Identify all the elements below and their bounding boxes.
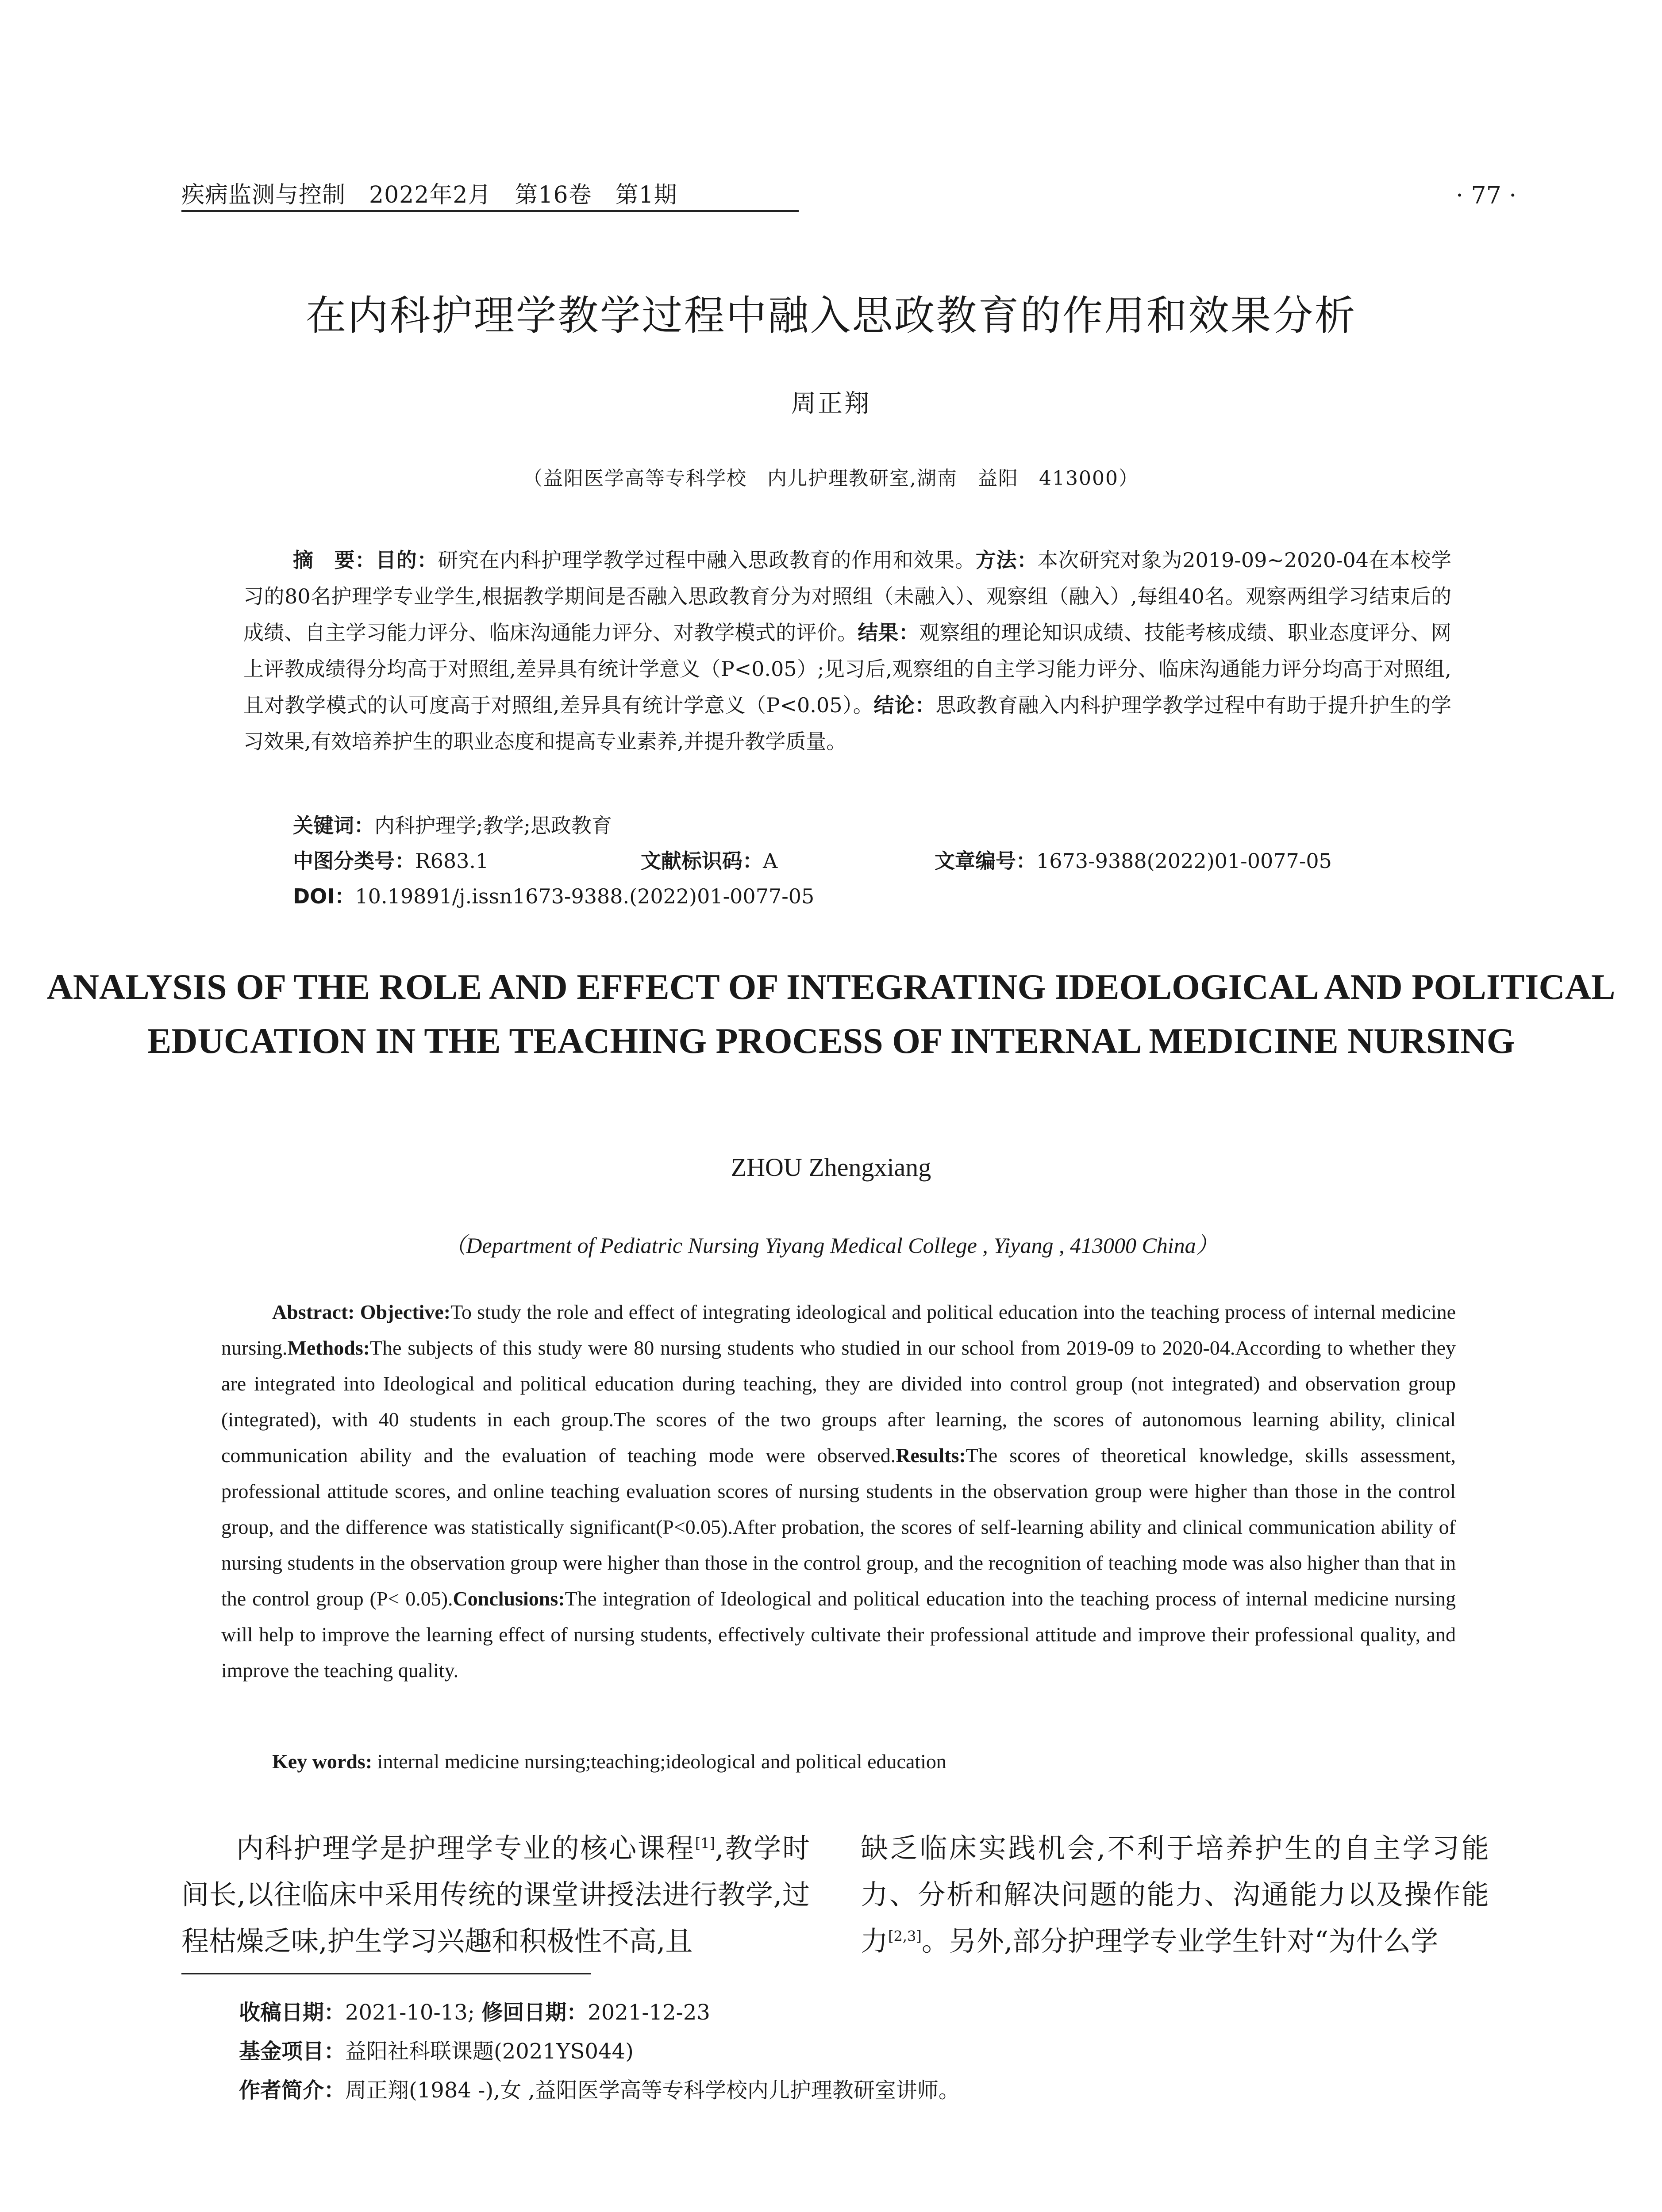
en-keywords-label: Key words: <box>272 1750 377 1773</box>
en-methods-label: Methods: <box>287 1336 370 1359</box>
body-left-text-2: ,教学时间长,以往临床中采用传统的课堂讲授法进行教学,过程枯燥乏味,护生学习兴趣和积极性不高,且 <box>181 1832 810 1957</box>
en-conclusions-text: The integration of Ideological and political education into the teaching process of internal medicine nursing will help to improve the learning effect of nursing students, effectively cultivate their professional attitude and improve their professional quality, and improve the teaching quality. <box>221 1587 1456 1682</box>
author-bio-label: 作者简介： <box>239 2078 346 2103</box>
en-objective-text: To study the role and effect of integrating ideological and political education into the teaching process of internal medicine nursing. <box>221 1301 1456 1359</box>
header-rule <box>181 210 799 212</box>
en-keywords-text: internal medicine nursing;teaching;ideological and political education <box>377 1750 946 1773</box>
en-results-label: Results: <box>896 1444 966 1467</box>
footnote-rule <box>181 1973 591 1974</box>
document-code <box>641 845 777 874</box>
footnote-author <box>239 2073 960 2104</box>
en-methods-text: The subjects of this study were 80 nursing students who studied in our school from 2019-09 to 2020-04.According to whether they are integrated into Ideological and political education during teaching, they are divided into control group (not integrated) and observation group (integrated), with 40 students in each group.The scores of the two groups after learning, the scores of autonomous learning ability, clinical communication ability and the evaluation of teaching mode were observed. <box>221 1336 1456 1467</box>
citation-2-3: [2,3] <box>888 1928 922 1945</box>
body-right-text: 缺乏临床实践机会,不利于培养护生的自主学习能力、分析和解决问题的能力、沟通能力以及操作能力 <box>861 1832 1489 1957</box>
journal-header: 疾病监测与控制 2022年2月 第16卷 第1期 <box>181 182 677 208</box>
abstract-label: 摘 要： <box>293 548 376 572</box>
doi-label: DOI： <box>293 884 355 908</box>
clc-number <box>293 845 489 874</box>
keywords-text: 内科护理学;教学;思政教育 <box>374 814 612 837</box>
article-number <box>935 845 1332 874</box>
keywords-label: 关键词： <box>293 814 374 837</box>
revised-label: 修回日期： <box>481 2000 588 2025</box>
chinese-author: 周正翔 <box>791 389 871 418</box>
results-label: 结果： <box>858 621 919 645</box>
body-column-left <box>181 1825 810 1964</box>
en-objective-label: Objective: <box>360 1301 451 1323</box>
objective-label: 目的： <box>376 548 438 572</box>
methods-text: 本次研究对象为2019-09~2020-04在本校学习的80名护理学专业学生,根据教学期间是否融入思政教育分为对照组（未融入）、观察组（融入）,每组40名。观察两组学习结束后的成绩、自主学习能力评分、临床沟通能力评分、对教学模式的评价。 <box>243 548 1452 645</box>
methods-label: 方法： <box>975 548 1038 572</box>
en-conclusions-label: Conclusions: <box>453 1587 565 1610</box>
doc-value: A <box>763 849 778 873</box>
chinese-keywords <box>293 810 612 839</box>
doi-value: 10.19891/j.issn1673-9388.(2022)01-0077-05 <box>355 884 815 908</box>
english-author: ZHOU Zhengxiang <box>731 1153 931 1182</box>
revised-date: 2021-12-23 <box>588 2000 710 2025</box>
english-abstract <box>221 1294 1456 1688</box>
fund-label: 基金项目： <box>239 2039 346 2064</box>
conclusion-text: 思政教育融入内科护理学教学过程中有助于提升护生的学习效果,有效培养护生的职业态度和提高专业素养,并提升教学质量。 <box>243 693 1451 753</box>
author-bio: 周正翔(1984 -),女 ,益阳医学高等专科学校内儿护理教研室讲师。 <box>345 2078 960 2103</box>
english-title: ANALYSIS OF THE ROLE AND EFFECT OF INTEGRATING IDEOLOGICAL AND POLITICAL EDUCATION IN THE TEACHING PROCESS OF INTERNAL MEDICINE NURSING <box>46 967 1616 1061</box>
en-abstract-label: Abstract: <box>272 1301 360 1323</box>
chinese-affiliation: （益阳医学高等专科学校 内儿护理教研室,湖南 益阳 413000） <box>523 467 1139 490</box>
conclusion-label: 结论： <box>873 693 936 717</box>
english-affiliation: （Department of Pediatric Nursing Yiyang Medical College , Yiyang , 413000 China） <box>444 1233 1218 1258</box>
article-value: 1673-9388(2022)01-0077-05 <box>1036 849 1332 873</box>
citation-1: [1] <box>695 1835 715 1852</box>
english-keywords <box>272 1750 946 1773</box>
doc-label: 文献标识码： <box>641 849 763 873</box>
objective-text: 研究在内科护理学教学过程中融入思政教育的作用和效果。 <box>438 548 976 572</box>
clc-value: R683.1 <box>415 849 489 873</box>
chinese-title: 在内科护理学教学过程中融入思政教育的作用和效果分析 <box>305 292 1357 339</box>
footnote-dates <box>239 1995 710 2026</box>
article-label: 文章编号： <box>935 849 1036 873</box>
page-number: · 77 · <box>1456 181 1517 209</box>
body-left-text: 内科护理学是护理学专业的核心课程 <box>236 1832 695 1864</box>
fund-value: 益阳社科联课题(2021YS044) <box>345 2039 634 2064</box>
results-text: 观察组的理论知识成绩、技能考核成绩、职业态度评分、网上评教成绩得分均高于对照组,差异具有统计学意义（P<0.05）;见习后,观察组的自主学习能力评分、临床沟通能力评分均高于对照组,且对教学模式的认可度高于对照组,差异具有统计学意义（P<0.05）。 <box>243 621 1452 717</box>
clc-label: 中图分类号： <box>293 849 415 873</box>
body-column-right <box>861 1825 1489 1964</box>
received-date: 2021-10-13; <box>345 2000 475 2025</box>
doi <box>293 880 814 910</box>
body-right-text-2: 。另外,部分护理学专业学生针对“为什么学 <box>921 1925 1439 1957</box>
en-results-text: The scores of theoretical knowledge, skills assessment, professional attitude scores, and online teaching evaluation scores of nursing students in the observation group were higher than those in the control group, and the difference was statistically significant(P<0.05).After probation, the scores of self-learning ability and clinical communication ability of nursing students in the observation group were higher than those in the control group, and the recognition of teaching mode was also higher than that in the control group (P< 0.05). <box>221 1444 1456 1610</box>
received-label: 收稿日期： <box>239 2000 346 2025</box>
footnote-fund <box>239 2034 634 2065</box>
chinese-abstract <box>243 542 1451 760</box>
